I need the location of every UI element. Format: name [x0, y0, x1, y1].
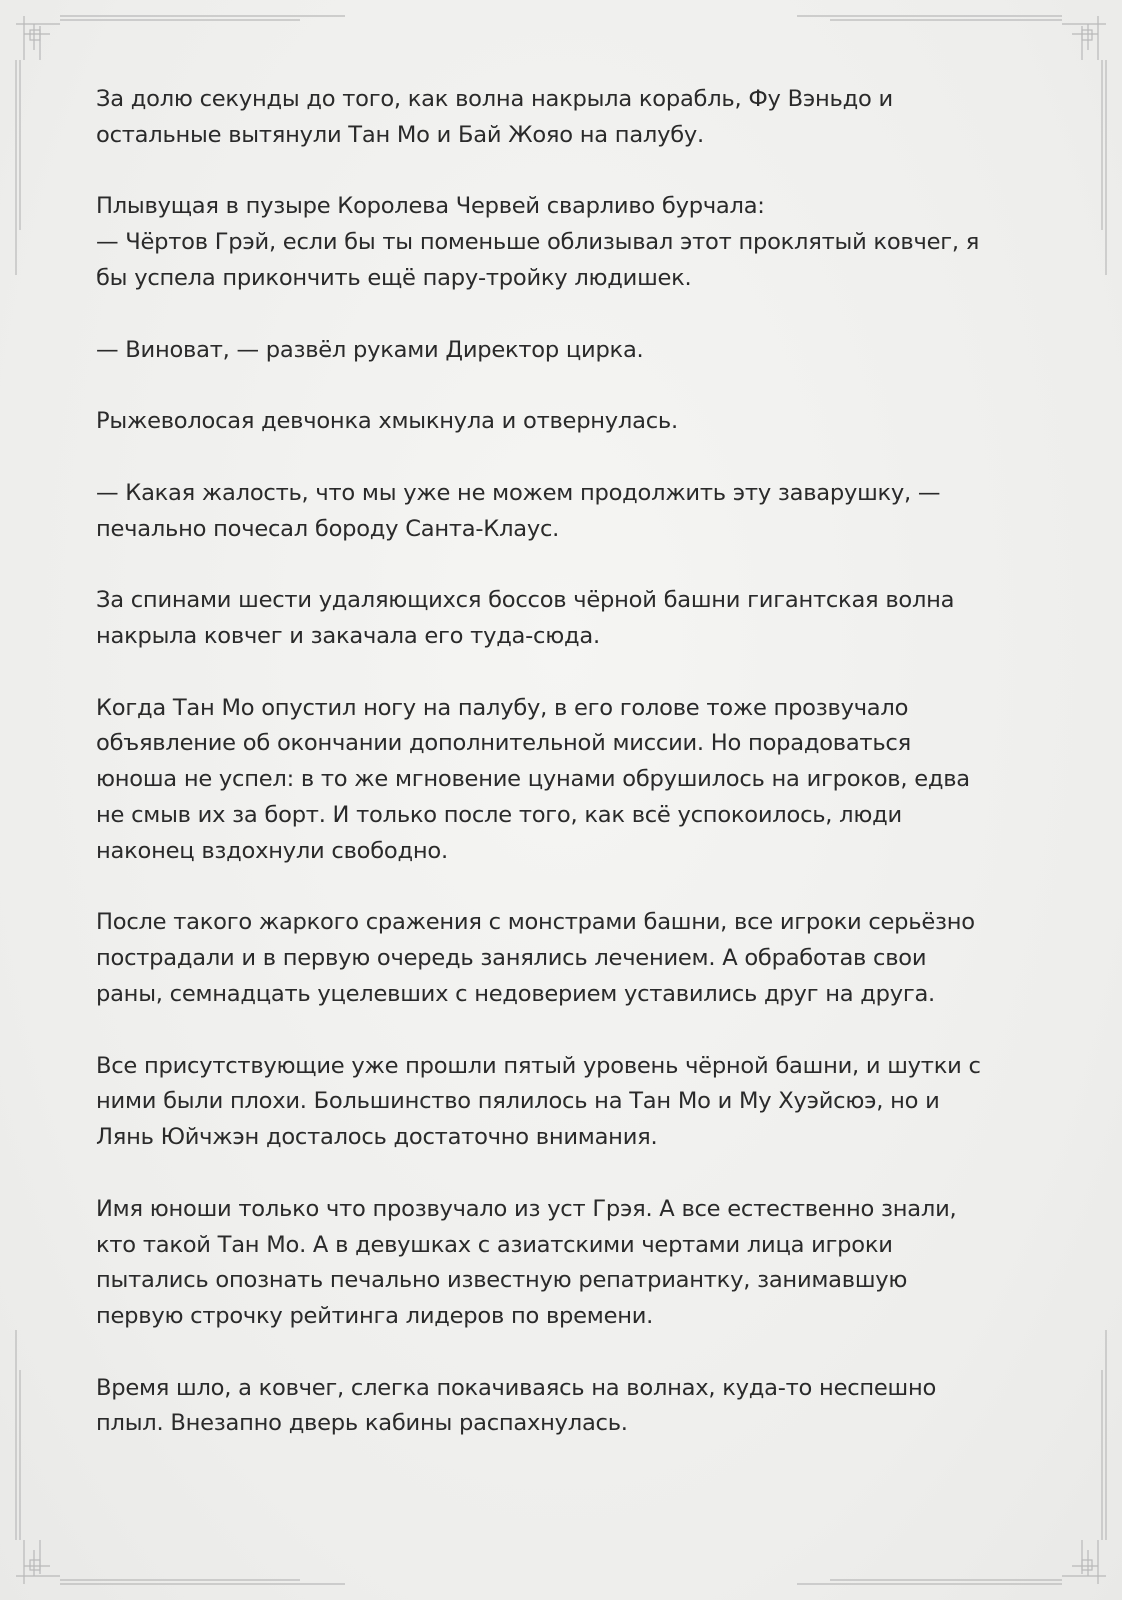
paragraph: Когда Тан Мо опустил ногу на палубу, в его голове тоже прозвучало объявление об окончании дополнительной миссии. Но порадоваться юноша не успел: в то же мгновение цунами обрушилось на игроков, едва не смыв их за борт. И только после того, как всё успокоилось, люди наконец вздохнули свободно.: [96, 694, 970, 864]
paragraph: Рыжеволосая девчонка хмыкнула и отвернулась.: [96, 408, 678, 435]
paragraph: Имя юноши только что прозвучало из уст Грэя. А все естественно знали, кто такой Тан Мо. А в девушках с азиатскими чертами лица игроки пытались опознать печально известную репатриантку, занимавшую первую строчку рейтинга лидеров по времени.: [96, 1195, 957, 1330]
paragraph: Плывущая в пузыре Королева Червей сварливо бурчала: — Чёртов Грэй, если бы ты поменьше облизывал этот проклятый ковчег, я бы успела прикончить ещё пару-тройку людишек.: [96, 193, 980, 291]
paragraph: — Какая жалость, что мы уже не можем продолжить эту заварушку, — печально почесал бороду Санта-Клаус.: [96, 479, 941, 542]
paragraph: Время шло, а ковчег, слегка покачиваясь на волнах, куда-то неспешно плыл. Внезапно дверь кабины распахнулась.: [96, 1374, 937, 1437]
paragraph: За долю секунды до того, как волна накрыла корабль, Фу Вэньдо и остальные вытянули Тан Мо и Бай Жояо на палубу.: [96, 86, 893, 148]
paragraph: — Виноват, — развёл руками Директор цирка.: [96, 336, 644, 363]
paragraph: После такого жаркого сражения с монстрами башни, все игроки серьёзно пострадали и в первую очередь занялись лечением. А обработав свои раны, семнадцать уцелевших с недоверием уставились друг на друга.: [96, 909, 975, 1007]
document-body: [96, 82, 1036, 1478]
paragraph: Все присутствующие уже прошли пятый уровень чёрной башни, и шутки с ними были плохи. Большинство пялилось на Тан Мо и Му Хуэйсюэ, но и Лянь Юйчжэн досталось достаточно внимания.: [96, 1052, 981, 1151]
paragraph: За спинами шести удаляющихся боссов чёрной башни гигантская волна накрыла ковчег и закачала его туда-сюда.: [96, 587, 955, 649]
